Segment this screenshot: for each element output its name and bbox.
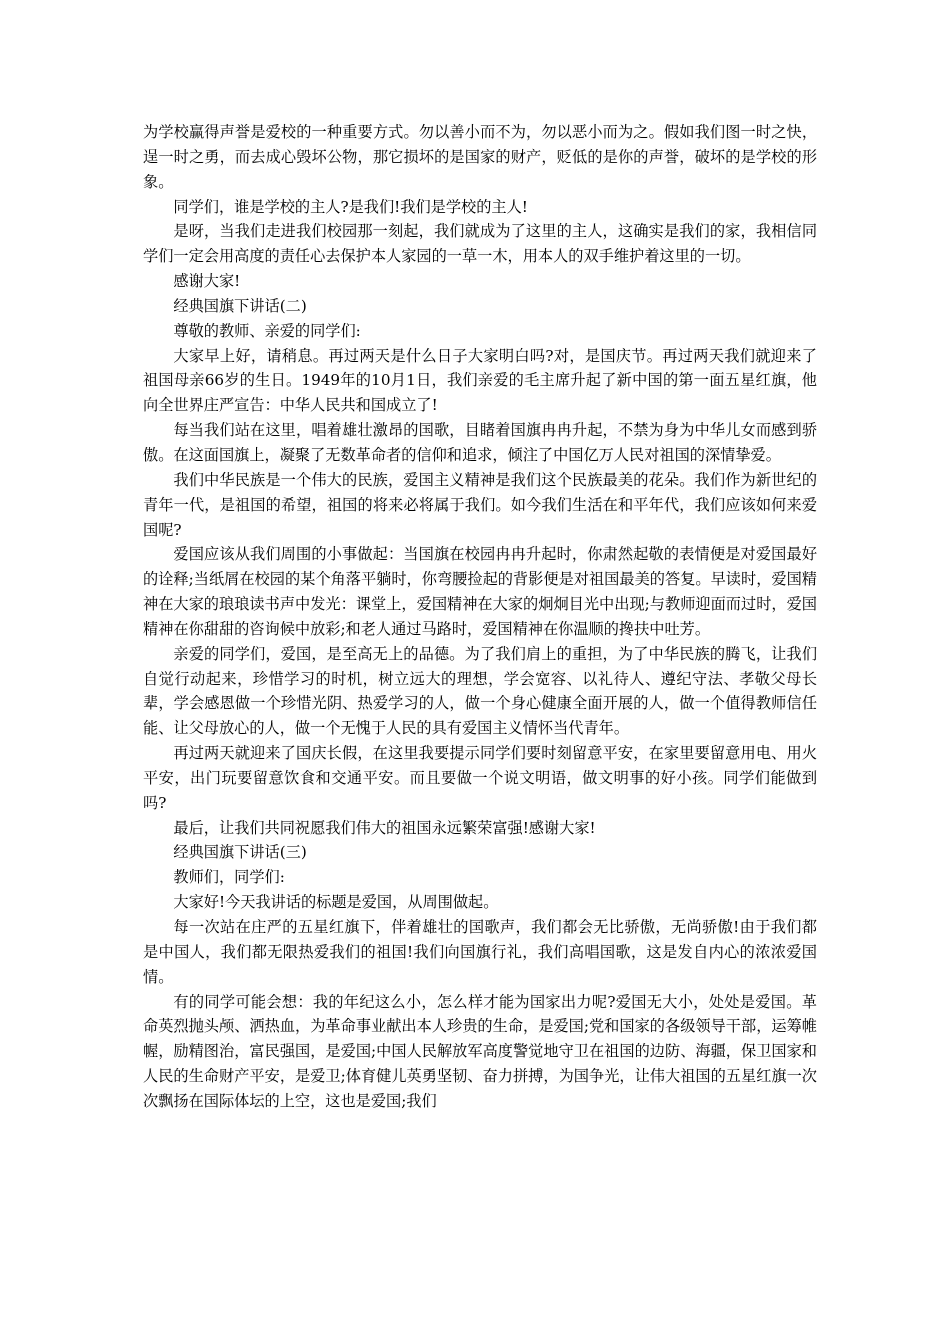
document-paragraph: 爱国应该从我们周围的小事做起：当国旗在校园冉冉升起时，你肃然起敬的表情便是对爱国最好的诠释;当纸屑在校园的某个角落平躺时，你弯腰捡起的背影便是对祖国最美的答复。早读时，爱国精神在大家的琅琅读书声中发光：课堂上，爱国精神在大家的炯炯目光中出现;与教师迎面而过时，爱国精神在你甜甜的咨询候中放彩;和老人通过马路时，爱国精神在你温顺的搀扶中吐芳。 (143, 545, 817, 638)
document-paragraph: 大家好!今天我讲话的标题是爱国，从周围做起。 (173, 893, 499, 912)
document-paragraph: 感谢大家! (173, 272, 241, 291)
document-paragraph: 最后，让我们共同祝愿我们伟大的祖国永远繁荣富强!感谢大家! (173, 818, 596, 837)
document-paragraph: 教师们，同学们: (173, 868, 285, 887)
document-paragraph: 经典国旗下讲话(三) (173, 843, 307, 862)
document-paragraph: 经典国旗下讲话(二) (173, 296, 307, 315)
document-paragraph: 每当我们站在这里，唱着雄壮激昂的国歌，目睹着国旗冉冉升起，不禁为身为中华儿女而感到骄傲。在这面国旗上，凝聚了无数革命者的信仰和追求，倾注了中国亿万人民对祖国的深情挚爱。 (143, 421, 817, 464)
document-paragraph: 为学校赢得声誉是爱校的一种重要方式。勿以善小而不为，勿以恶小而为之。假如我们图一时之快，逞一时之勇，而去成心毁坏公物，那它损坏的是国家的财产，贬低的是你的声誉，破坏的是学校的形象。 (143, 123, 817, 191)
document-paragraph: 同学们，谁是学校的主人?是我们!我们是学校的主人! (173, 197, 528, 216)
document-paragraph: 每一次站在庄严的五星红旗下，伴着雄壮的国歌声，我们都会无比骄傲，无尚骄傲!由于我们都是中国人，我们都无限热爱我们的祖国!我们向国旗行礼，我们高唱国歌，这是发自内心的浓浓爱国情。 (143, 918, 817, 986)
document-paragraph: 大家早上好，请稍息。再过两天是什么日子大家明白吗?对，是国庆节。再过两天我们就迎来了祖国母亲66岁的生日。1949年的10月1日，我们亲爱的毛主席升起了新中国的第一面五星红旗，他向全世界庄严宣告：中华人民共和国成立了! (143, 346, 817, 415)
document-body (143, 120, 817, 1114)
document-paragraph: 我们中华民族是一个伟大的民族，爱国主义精神是我们这个民族最美的花朵。我们作为新世纪的青年一代，是祖国的希望，祖国的将来必将属于我们。如今我们生活在和平年代，我们应该如何来爱国呢? (143, 470, 817, 539)
document-paragraph: 有的同学可能会想：我的年纪这么小，怎么样才能为国家出力呢?爱国无大小，处处是爱国。革命英烈抛头颅、洒热血，为革命事业献出本人珍贵的生命，是爱国;党和国家的各级领导干部，运筹帷幄，励精图治，富民强国，是爱国;中国人民解放军高度警觉地守卫在祖国的边防、海疆，保卫国家和人民的生命财产平安，是爱卫;体育健儿英勇坚韧、奋力拼搏，为国争光，让伟大祖国的五星红旗一次次飘扬在国际体坛的上空，这也是爱国;我们 (143, 992, 817, 1110)
document-paragraph: 是呀，当我们走进我们校园那一刻起，我们就成为了这里的主人，这确实是我们的家，我相信同学们一定会用高度的责任心去保护本人家园的一草一木，用本人的双手维护着这里的一切。 (143, 222, 817, 266)
document-paragraph: 亲爱的同学们，爱国，是至高无上的品德。为了我们肩上的重担，为了中华民族的腾飞，让我们自觉行动起来，珍惜学习的时机，树立远大的理想，学会宽容、以礼待人、遵纪守法、孝敬父母长辈，学会感恩做一个珍惜光阴、热爱学习的人，做一个身心健康全面开展的人，做一个值得教师信任能、让父母放心的人，做一个无愧于人民的具有爱国主义情怀当代青年。 (143, 644, 817, 738)
document-paragraph: 尊敬的教师、亲爱的同学们: (173, 321, 361, 340)
document-paragraph: 再过两天就迎来了国庆长假，在这里我要提示同学们要时刻留意平安，在家里要留意用电、用火平安，出门玩要留意饮食和交通平安。而且要做一个说文明语，做文明事的好小孩。同学们能做到吗? (143, 744, 817, 812)
